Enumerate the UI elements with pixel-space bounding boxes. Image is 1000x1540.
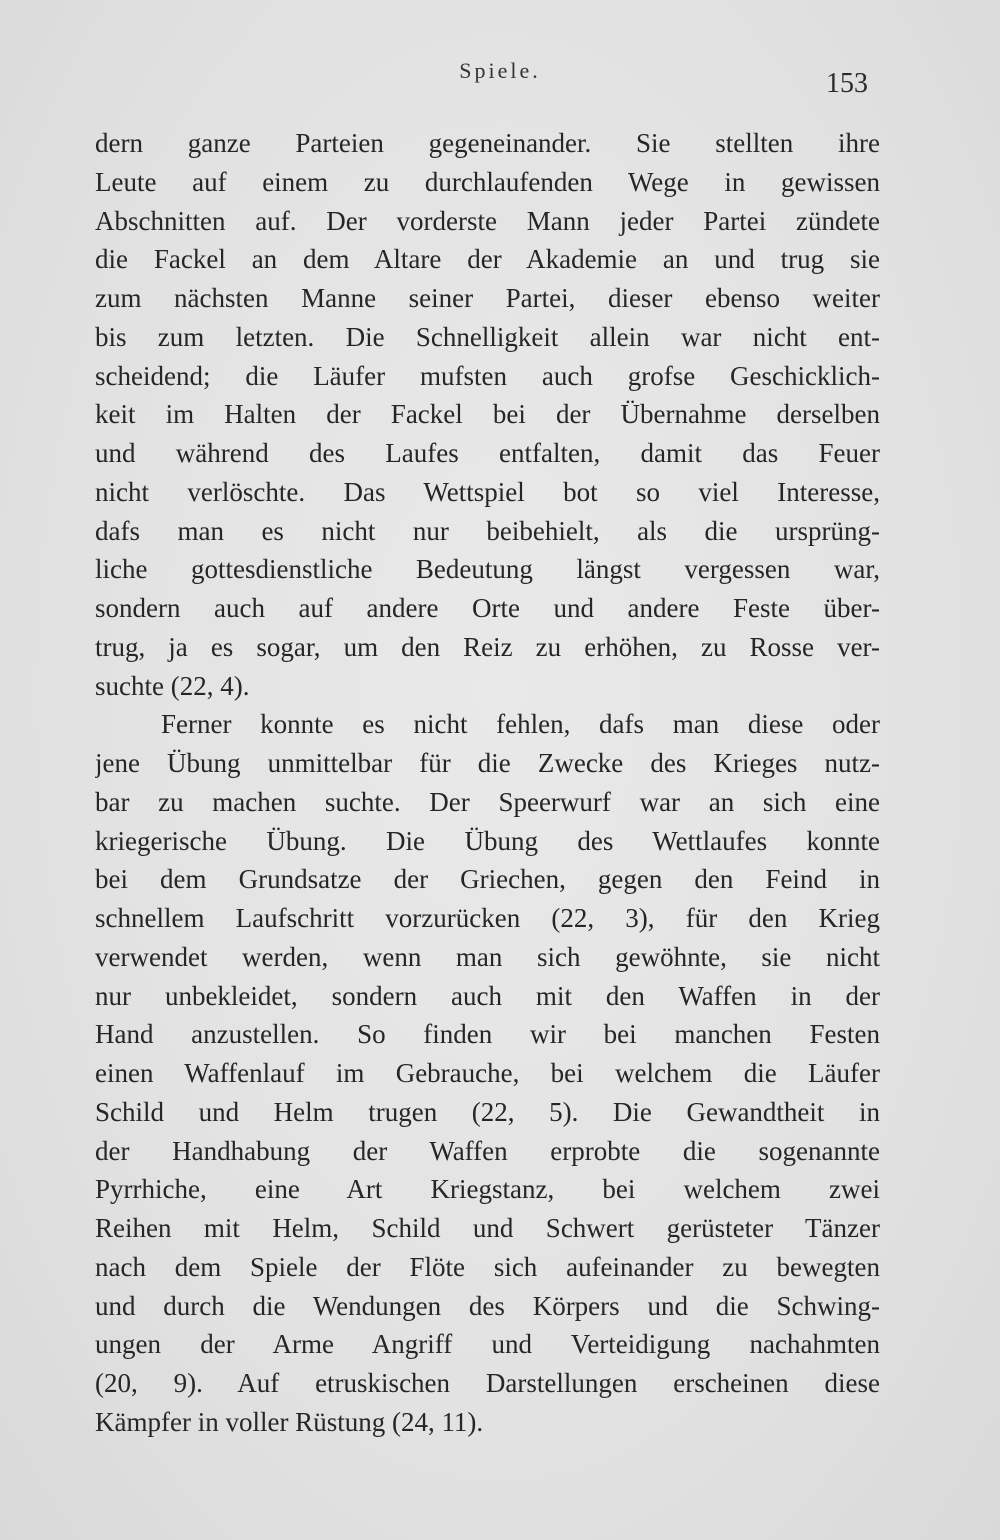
text-line: nur unbekleidet, sondern auch mit den Waffen in der	[95, 980, 880, 1011]
paragraph-end-line: Kämpfer in voller Rüstung (24, 11).	[95, 1406, 484, 1437]
text-line: schnellem Laufschritt vorzurücken (22, 3), für den Krieg	[95, 903, 880, 933]
text-line: nicht verlöschte. Das Wettspiel bot so viel Interesse,	[95, 476, 880, 507]
text-line: dern ganze Parteien gegeneinander. Sie stellten ihre	[95, 128, 880, 158]
text-line: trug, ja es sogar, um den Reiz zu erhöhen, zu Rosse ver-	[95, 631, 880, 662]
text-line: Pyrrhiche, eine Art Kriegstanz, bei welchem zwei	[95, 1174, 880, 1205]
text-line: bis zum letzten. Die Schnelligkeit allein war nicht ent-	[95, 321, 880, 352]
text-line: keit im Halten der Fackel bei der Übernahme derselben	[95, 399, 880, 430]
text-line: Leute auf einem zu durchlaufenden Wege in gewissen	[95, 166, 880, 197]
text-line: der Handhabung der Waffen erprobte die sogenannte	[95, 1135, 880, 1166]
text-line: dafs man es nicht nur beibehielt, als die ursprüng-	[95, 515, 880, 546]
text-line: Hand anzustellen. So finden wir bei manchen Festen	[95, 1019, 880, 1050]
paragraph-start-line: Ferner konnte es nicht fehlen, dafs man diese oder	[161, 709, 880, 740]
text-line: kriegerische Übung. Die Übung des Wettlaufes konnte	[95, 825, 880, 856]
text-line: ungen der Arme Angriff und Verteidigung nachahmten	[95, 1329, 880, 1360]
text-line: die Fackel an dem Altare der Akademie an und trug sie	[95, 244, 880, 275]
text-line: Reihen mit Helm, Schild und Schwert gerüsteter Tänzer	[95, 1213, 880, 1243]
text-line: nach dem Spiele der Flöte sich aufeinander zu bewegten	[95, 1251, 880, 1282]
text-line: bei dem Grundsatze der Griechen, gegen den Feind in	[95, 864, 880, 895]
text-line: bar zu machen suchte. Der Speerwurf war an sich eine	[95, 786, 880, 817]
text-line: jene Übung unmittelbar für die Zwecke des Krieges nutz-	[95, 748, 880, 778]
text-line: Abschnitten auf. Der vorderste Mann jeder Partei zündete	[95, 205, 880, 236]
page-number: 153	[826, 68, 868, 99]
body-text	[95, 124, 880, 1442]
paragraph-end-line: suchte (22, 4).	[95, 670, 250, 701]
text-line: liche gottesdienstliche Bedeutung längst vergessen war,	[95, 554, 880, 585]
text-line: einen Waffenlauf im Gebrauche, bei welchem die Läufer	[95, 1058, 880, 1088]
text-line: und durch die Wendungen des Körpers und die Schwing-	[95, 1290, 880, 1321]
text-line: sondern auch auf andere Orte und andere Feste über-	[95, 593, 880, 623]
text-line: scheidend; die Läufer mufsten auch grofse Geschicklich-	[95, 360, 880, 391]
text-line: (20, 9). Auf etruskischen Darstellungen erscheinen diese	[95, 1368, 880, 1398]
text-line: verwendet werden, wenn man sich gewöhnte, sie nicht	[95, 941, 880, 972]
text-line: zum nächsten Manne seiner Partei, dieser ebenso weiter	[95, 283, 880, 313]
text-line: und während des Laufes entfalten, damit das Feuer	[95, 438, 880, 468]
running-head: Spiele.	[459, 58, 541, 83]
text-line: Schild und Helm trugen (22, 5). Die Gewandtheit in	[95, 1096, 880, 1127]
